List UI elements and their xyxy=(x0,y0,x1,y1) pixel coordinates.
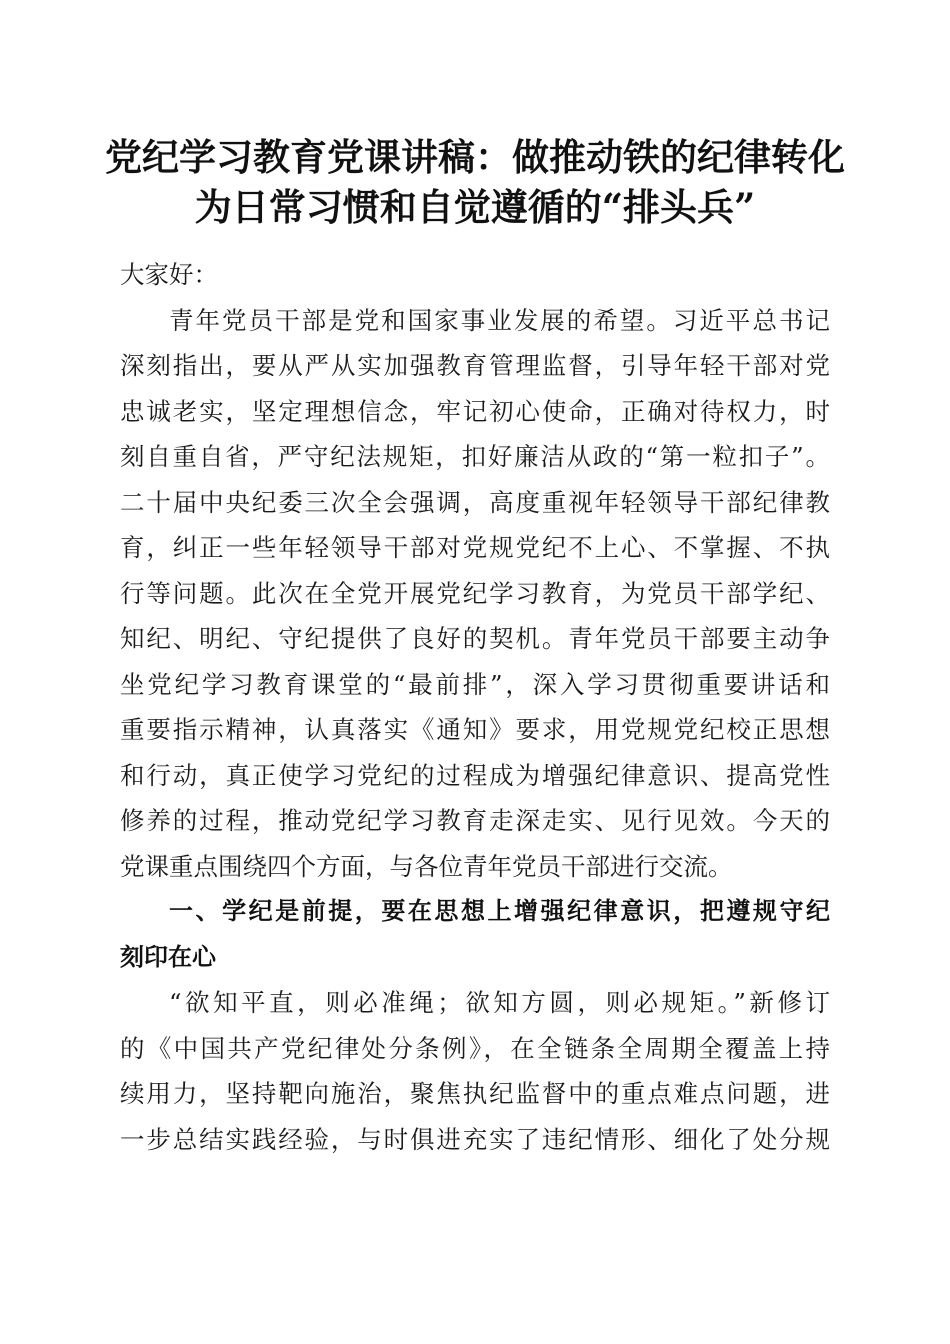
paragraph-line: 育，纠正一些年轻领导干部对党规党纪不上心、不掌握、不执 xyxy=(120,533,830,562)
paragraph-line: 一步总结实践经验，与时俱进充实了违纪情形、细化了处分规 xyxy=(120,1124,830,1154)
paragraph-line: “欲知平直，则必准绳；欲知方圆，则必规矩。”新修订 xyxy=(169,988,830,1017)
document-title xyxy=(100,132,850,232)
paragraph-line: 深刻指出，要从严从实加强教育管理监督，引导年轻干部对党 xyxy=(120,351,830,380)
paragraph-line: 知纪、明纪、守纪提供了良好的契机。青年党员干部要主动争 xyxy=(120,624,830,653)
paragraph-section-1 xyxy=(120,980,830,1162)
paragraph-line: 的《中国共产党纪律处分条例》，在全链条全周期全覆盖上持 xyxy=(120,1033,830,1063)
paragraph-line: 党课重点围绕四个方面，与各位青年党员干部进行交流。 xyxy=(120,851,733,881)
section-heading-line: 一、学纪是前提，要在思想上增强纪律意识，把遵规守纪 xyxy=(169,897,830,925)
paragraph-line: 刻自重自省，严守纪法规矩，扣好廉洁从政的“第一粒扣子”。 xyxy=(120,442,830,471)
greeting: 大家好： xyxy=(120,260,218,289)
paragraph-line: 坐党纪学习教育课堂的“最前排”，深入学习贯彻重要讲话和 xyxy=(120,669,830,699)
paragraph-line: 忠诚老实，坚定理想信念，牢记初心使命，正确对待权力，时 xyxy=(120,396,830,426)
paragraph-line: 行等问题。此次在全党开展党纪学习教育，为党员干部学纪、 xyxy=(120,578,830,608)
section-heading-line: 刻印在心 xyxy=(120,942,216,971)
paragraph-line: 修养的过程，推动党纪学习教育走深走实、见行见效。今天的 xyxy=(120,806,830,835)
paragraph-line: 重要指示精神，认真落实《通知》要求，用党规党纪校正思想 xyxy=(120,715,830,744)
paragraph-line: 和行动，真正使学习党纪的过程成为增强纪律意识、提高党性 xyxy=(120,760,830,790)
title-line-1: 党纪学习教育党课讲稿：做推动铁的纪律转化 xyxy=(105,135,845,179)
section-heading-1 xyxy=(120,889,830,980)
paragraph-intro xyxy=(120,298,830,890)
paragraph-line: 二十届中央纪委三次全会强调，高度重视年轻领导干部纪律教 xyxy=(120,487,830,517)
document-body xyxy=(120,252,830,1162)
title-line-2: 为日常习惯和自觉遵循的“排头兵” xyxy=(194,185,756,229)
paragraph-line: 青年党员干部是党和国家事业发展的希望。习近平总书记 xyxy=(169,305,830,335)
paragraph-line: 续用力，坚持靶向施治，聚焦执纪监督中的重点难点问题，进 xyxy=(120,1079,830,1108)
